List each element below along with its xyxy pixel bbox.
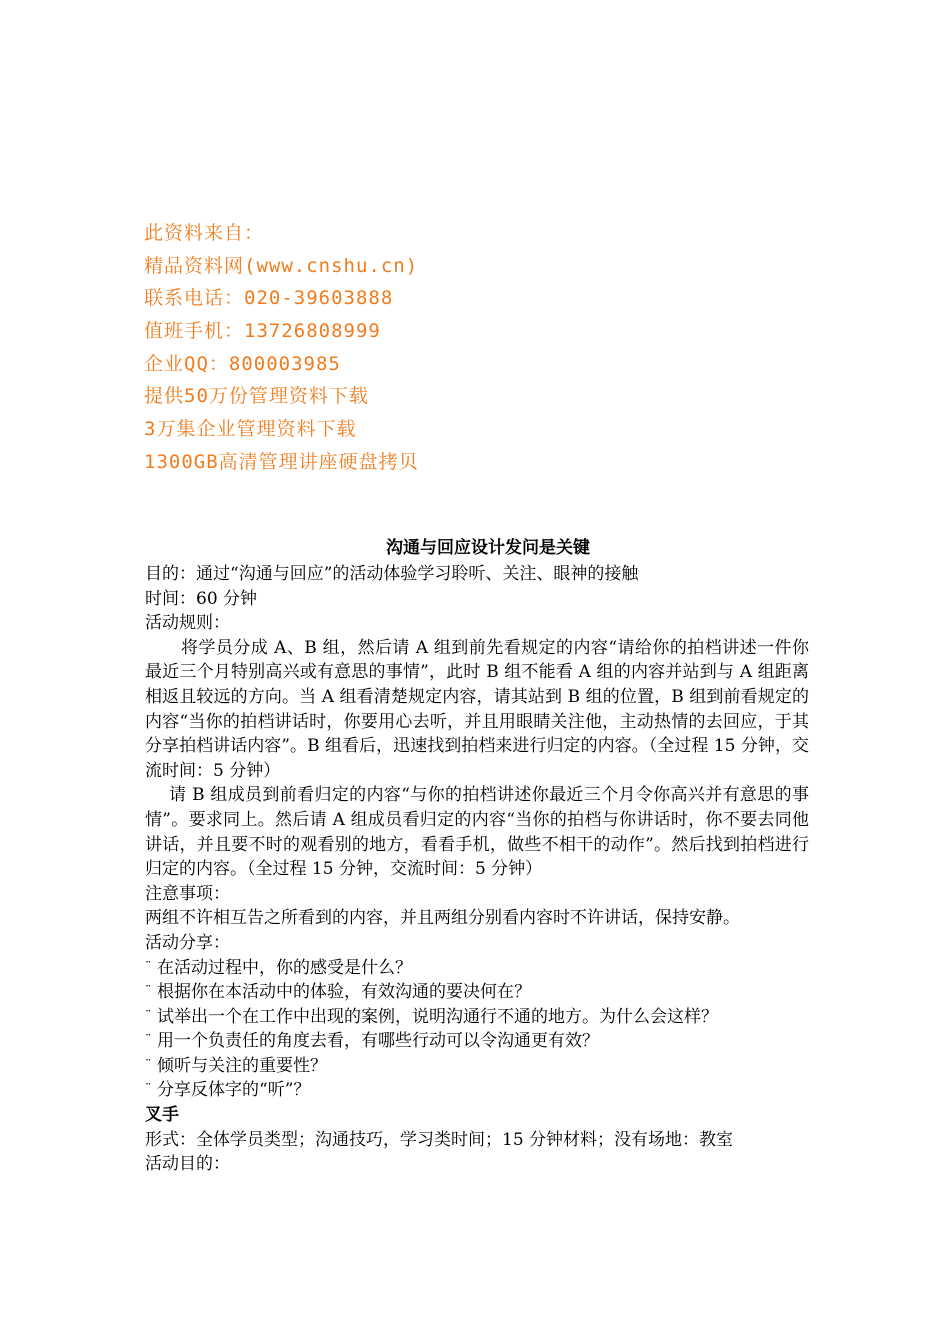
list-item-text: 根据你在本活动中的体验，有效沟通的要决何在？ (157, 982, 531, 1003)
list-item-text: 试举出一个在工作中出现的案例，说明沟通行不通的地方。为什么会这样？ (157, 1006, 718, 1027)
rules-paragraph-1: 将学员分成 A、B 组，然后请 A 组到前先看规定的内容“请给你的拍档讲述一件你最近三个月特别高兴或有意思的事情”，此时 B 组不能看 A 组的内容并站到与 A 组距离相返且较远的方向。当 A 组看清楚规定内容，请其站到 B 组的位置，B 组到前看规定的内容“当你的拍档讲话时，你要用心去听，并且用眼睛关注他，主动热情的去回应，于其分享拍档讲话内容”。B 组看后，迅速找到拍档来进行归定的内容。（全过程 15 分钟，交流时间：5 分钟） (145, 637, 809, 781)
bullet-icon: ¨ (145, 1057, 152, 1073)
document-body (145, 534, 809, 1177)
list-item-text: 分享反体字的“听”？ (157, 1080, 311, 1101)
bullet-icon: ¨ (145, 1008, 152, 1024)
list-item (145, 1078, 809, 1103)
promo-mobile-line: 值班手机：13726808999 (144, 320, 381, 343)
promo-offer-line-3: 1300GB高清管理讲座硬盘拷贝 (144, 450, 419, 473)
form-line: 形式：全体学员类型；沟通技巧，学习类时间；15 分钟材料；没有场地：教室 (145, 1129, 734, 1150)
promo-block (144, 217, 844, 479)
promo-website-line: 精品资料网(www.cnshu.cn) (144, 254, 419, 277)
list-item-text: 在活动过程中，你的感受是什么？ (157, 957, 412, 978)
time-line: 时间：60 分钟 (145, 588, 258, 609)
list-item-text: 倾听与关注的重要性？ (157, 1055, 327, 1076)
bullet-icon: ¨ (145, 1082, 152, 1098)
list-item (145, 1005, 809, 1030)
promo-phone-line: 联系电话：020-39603888 (144, 287, 394, 310)
promo-offer-line-1: 提供50万份管理资料下载 (144, 385, 369, 408)
list-item-text: 用一个负责任的角度去看，有哪些行动可以令沟通更有效？ (157, 1031, 599, 1052)
list-item (145, 1029, 809, 1054)
bullet-icon: ¨ (145, 984, 152, 1000)
list-item (145, 980, 809, 1005)
goal-heading: 活动目的： (145, 1154, 230, 1175)
promo-qq-line: 企业QQ：800003985 (144, 352, 341, 375)
document-title: 沟通与回应设计发问是关键 (386, 538, 590, 558)
section-2-title: 叉手 (145, 1105, 179, 1126)
list-item (145, 956, 809, 981)
list-item (145, 1054, 809, 1079)
share-heading: 活动分享： (145, 932, 230, 953)
notes-heading: 注意事项： (145, 883, 230, 904)
promo-source-line: 此资料来自： (144, 222, 265, 244)
notes-text: 两组不许相互告之所看到的内容，并且两组分别看内容时不许讲话，保持安静。 (145, 908, 740, 929)
rules-heading: 活动规则： (145, 613, 230, 634)
purpose-line: 目的：通过“沟通与回应”的活动体验学习聆听、关注、眼神的接触 (145, 564, 639, 584)
promo-offer-line-2: 3万集企业管理资料下载 (144, 418, 357, 441)
bullet-icon: ¨ (145, 1033, 152, 1049)
bullet-icon: ¨ (145, 959, 152, 975)
rules-paragraph-2: 请 B 组成员到前看归定的内容“与你的拍档讲述你最近三个月令你高兴并有意思的事情”。要求同上。然后请 A 组成员看归定的内容“当你的拍档与你讲话时，你不要去同他讲话，并且要不时的观看别的地方，看看手机，做些不相干的动作”。然后找到拍档进行归定的内容。（全过程 15 分钟，交流时间：5 分钟） (145, 785, 809, 880)
